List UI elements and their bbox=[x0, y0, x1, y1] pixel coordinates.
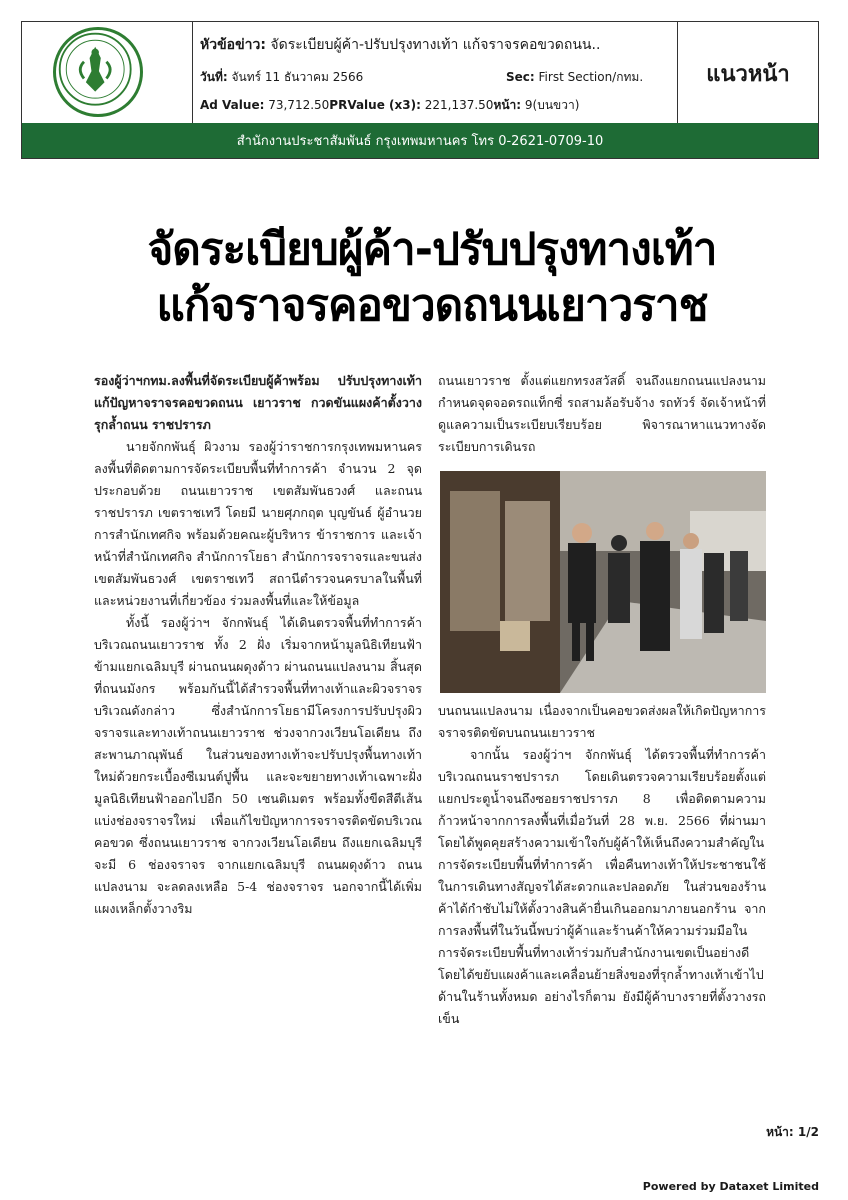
article-column-left bbox=[94, 370, 422, 920]
clipping-header bbox=[21, 21, 819, 159]
page-label: หน้า: bbox=[493, 98, 522, 112]
agency-bar bbox=[22, 123, 818, 158]
publication-name: แนวหน้า bbox=[706, 62, 790, 87]
article-paragraph: จากนั้น รองผู้ว่าฯ จักกพันธุ์ ได้ตรวจพื้นที่ทำการค้าบริเวณถนนราชปรารภ โดยเดินตรวจความเรียบร้อยตั้งแต่แยกประตูน้ำจนถึงซอยราชปรารภ 8 เพื่อติดตามความก้าวหน้าจากการลงพื้นที่เมื่อวันที่ 28 พ.ย. 2566 ที่ผ่านมา โดยได้พูดคุยสร้างความเข้าใจกับผู้ค้าให้เห็นถึงความสำคัญในการจัดระเบียบพื้นที่ทำการค้า เพื่อคืนทางเท้าให้ประชาชนใช้ในการเดินทางสัญจรได้สะดวกและปลอดภัย ในส่วนของร้านค้าได้กำชับไม่ให้ตั้งวางสินค้ายื่นเกินออกมาภายนอกร้าน จากการลงพื้นที่ในวันนี้พบว่าผู้ค้าและร้านค้าให้ความร่วมมือในการจัดระเบียบพื้นที่ทางเท้าร่วมกับสำนักงานเขตเป็นอย่างดี โดยได้ขยับแผงค้าและเคลื่อนย้ายสิ่งของที่รุกล้ำทางเท้าเข้าไปด้านในร้านทั้งหมด อย่างไรก็ตาม ยังมีผู้ค้าบางรายที่ตั้งวางรถเข็น bbox=[438, 747, 766, 1026]
date-value: จันทร์ 11 ธันวาคม 2566 bbox=[231, 70, 364, 84]
date-label: วันที่: bbox=[200, 70, 228, 84]
article-column-right-bottom bbox=[438, 700, 766, 1030]
section-info bbox=[506, 68, 643, 87]
publication-cell bbox=[677, 22, 818, 125]
news-photo bbox=[440, 471, 766, 693]
bangkok-seal-logo bbox=[53, 27, 143, 117]
page-number-value: 1/2 bbox=[797, 1125, 819, 1139]
page-number bbox=[766, 1123, 819, 1142]
article-column-right-top bbox=[438, 370, 766, 458]
pr-value-label: PRValue (x3): bbox=[329, 98, 421, 112]
sec-label: Sec: bbox=[506, 70, 535, 84]
date-row bbox=[200, 68, 644, 87]
value-row bbox=[200, 96, 579, 115]
page-number-label: หน้า: bbox=[766, 1125, 794, 1139]
headline-line-2: แก้จราจรคอขวดถนนเยาวราช bbox=[156, 280, 708, 331]
article-paragraph: บนถนนแปลงนาม เนื่องจากเป็นคอขวดส่งผลให้เกิดปัญหาการจราจรติดขัดบนถนนเยาวราช bbox=[438, 703, 766, 740]
logo-cell bbox=[22, 22, 193, 125]
article-paragraph: นายจักกพันธุ์ ผิวงาม รองผู้ว่าราชการกรุงเทพมหานคร ลงพื้นที่ติดตามการจัดระเบียบพื้นที่ทำการค้า จำนวน 2 จุด ประกอบด้วย ถนนเยาวราช เขตสัมพันธวงศ์ และถนนราชปรารภ เขตราชเทวี โดยมี นายศุภกฤต บุญขันธ์ ผู้อำนวยการสำนักเทศกิจ พร้อมด้วยคณะผู้บริหาร ข้าราชการ และเจ้าหน้าที่สำนักเทศกิจ สำนักการโยธา สำนักการจราจรและขนส่ง เขตสัมพันธวงศ์ เขตราชเทวี สถานีตำรวจนครบาลในพื้นที่ และหน่วยงานที่เกี่ยวข้อง ร่วมลงพื้นที่และให้ข้อมูล bbox=[94, 439, 422, 608]
article-headline bbox=[82, 222, 782, 334]
powered-by: Powered by Dataxet Limited bbox=[642, 1180, 819, 1193]
page-value: 9(บนขวา) bbox=[524, 98, 580, 112]
ad-value-label: Ad Value: bbox=[200, 98, 265, 112]
clipping-meta bbox=[200, 22, 680, 125]
pr-value: 221,137.50 bbox=[424, 98, 494, 112]
article-paragraph: ถนนเยาวราช ตั้งแต่แยกทรงสวัสดิ์ จนถึงแยกถนนแปลงนาม กำหนดจุดจอดรถแท็กซี่ รถสามล้อรับจ้าง รถทัวร์ จัดเจ้าหน้าที่ดูแลความเป็นระเบียบเรียบร้อย พิจารณาหาแนวทางจัดระเบียบการเดินรถ bbox=[438, 373, 766, 454]
sec-value: First Section/กทม. bbox=[538, 70, 644, 84]
agency-text: สำนักงานประชาสัมพันธ์ กรุงเทพมหานคร โทร 0-2621-0709-10 bbox=[236, 134, 604, 149]
article-lead: รองผู้ว่าฯกทม.ลงพื้นที่จัดระเบียบผู้ค้าพร้อม ปรับปรุงทางเท้าแก้ปัญหาจราจรคอขวดถนน เยาวราช กวดขันแผงค้าตั้งวางรุกล้ำถนน ราชปรารภ bbox=[94, 373, 422, 432]
headline-row bbox=[200, 34, 600, 56]
article-paragraph: ทั้งนี้ รองผู้ว่าฯ จักกพันธุ์ ได้เดินตรวจพื้นที่ทำการค้าบริเวณถนนเยาวราช ทั้ง 2 ฝั่ง เริ่มจากหน้ามูลนิธิเทียนฟ้า ข้ามแยกเฉลิมบุรี ผ่านถนนผดุงด้าว ผ่านถนนแปลงนาม สิ้นสุดที่ถนนมังกร พร้อมกันนี้ได้สำรวจพื้นที่ทางเท้าและผิวจราจรบริเวณดังกล่าว ซึ่งสำนักการโยธามีโครงการปรับปรุงผิวจราจรและทางเท้าถนนเยาวราช ช่วงจากวงเวียนโอเดียน ถึงสะพานภาณุพันธ์ ในส่วนของทางเท้าจะปรับปรุงพื้นทางเท้าใหม่ด้วยกระเบื้องซีเมนต์ปูพื้น และจะขยายทางเท้าเฉพาะฝั่งมูลนิธิเทียนฟ้าออกไปอีก 50 เซนติเมตร พร้อมทั้งขีดสีตีเส้นแบ่งช่องจราจรใหม่ เพื่อแก้ไขปัญหาการจราจรติดขัดบริเวณคอขวด ซึ่งถนนเยาวราช จากวงเวียนโอเดียน ถึงแยกเฉลิมบุรี จะมี 6 ช่องจราจร จากแยกเฉลิมบุรี ถนนผดุงด้าว ถนนแปลงนาม จะลดลงเหลือ 5-4 ช่องจราจร นอกจากนี้ได้เพิ่มแผงเหล็กตั้งวางริม bbox=[94, 615, 422, 916]
headline-line-1: จัดระเบียบผู้ค้า-ปรับปรุงทางเท้า bbox=[147, 224, 717, 275]
headline-label: หัวข้อข่าว: bbox=[200, 37, 266, 53]
ad-value: 73,712.50 bbox=[268, 98, 330, 112]
headline-value: จัดระเบียบผู้ค้า-ปรับปรุงทางเท้า แก้จราจรคอขวดถนน.. bbox=[270, 37, 601, 53]
